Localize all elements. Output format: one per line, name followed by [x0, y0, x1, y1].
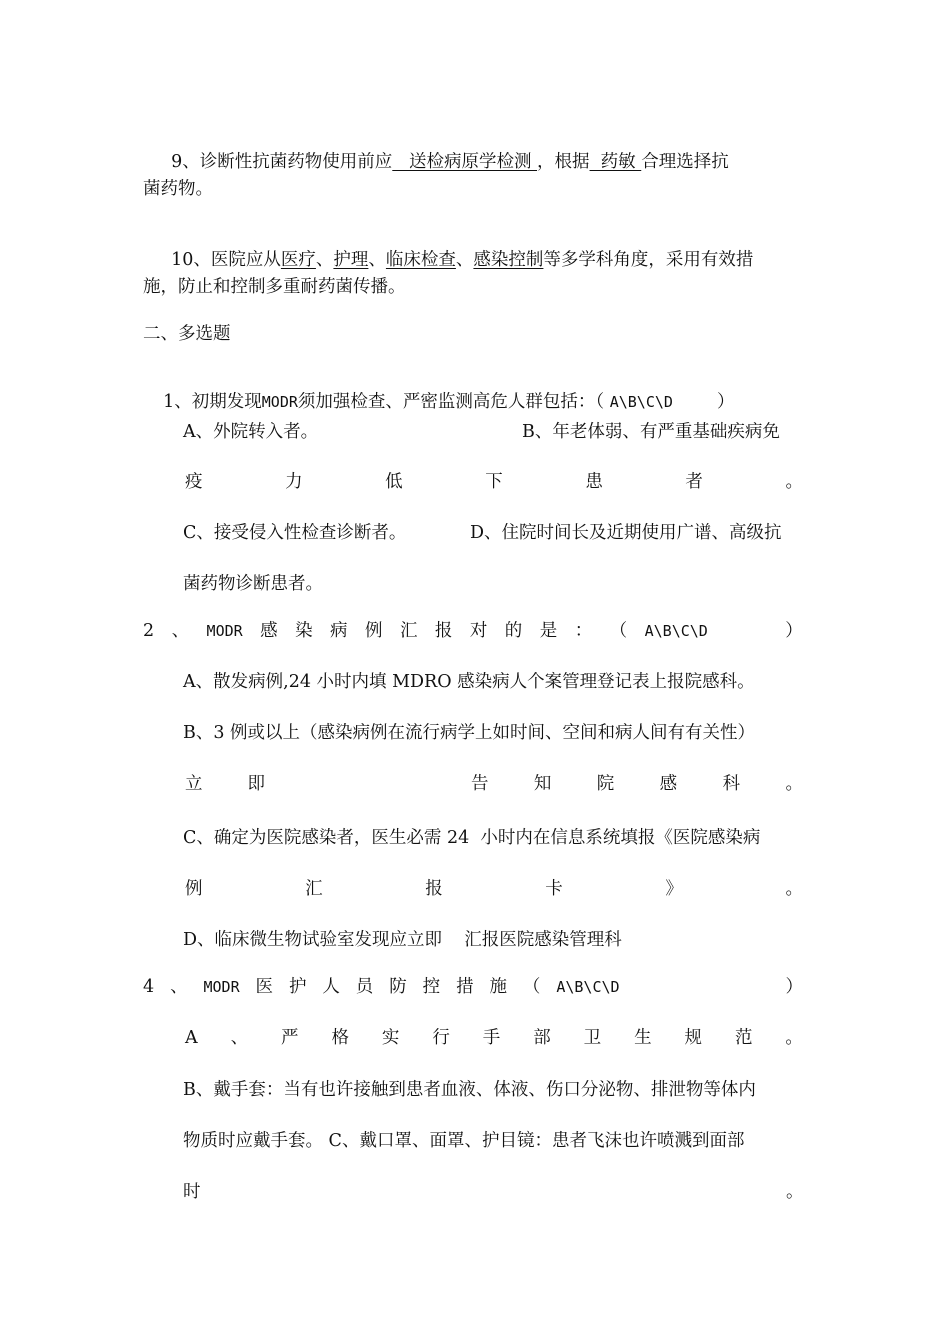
m4-option-b: B、戴手套：当有也许接触到患者血液、体液、伤口分泌物、排泄物等体内: [183, 1080, 756, 1100]
q10-sep-3: 、: [455, 250, 474, 270]
m1-b2-char: 者: [685, 472, 703, 492]
mc-question-1: [152, 366, 734, 414]
m4-stem-token: 、: [170, 977, 188, 997]
m1-b2-char: 患: [585, 472, 603, 492]
m1-option-b-line-2: [185, 470, 803, 494]
m4-stem-token: （: [522, 977, 541, 997]
q10-answer-4: 感染控制: [473, 250, 544, 270]
m4-option-b-line-2: 物质时应戴手套。 C、戴口罩、面罩、护目镜：患者飞沫也许喷溅到面部: [183, 1131, 745, 1151]
q10-text-a: 10、医院应从: [171, 250, 281, 270]
m4-a-char: 手: [482, 1028, 501, 1048]
m2-b2-char: 感: [659, 774, 678, 794]
m4-a-char: 格: [331, 1028, 349, 1048]
m4-a-char: 。: [785, 1028, 803, 1048]
q10-text-b: 等多学科角度，采用有效措: [543, 250, 754, 270]
m2-b2-char: 知: [533, 774, 552, 794]
m4-stem-token: ）: [785, 977, 803, 997]
m2-option-a: A、散发病例,24 小时内填 MDRO 感染病人个案管理登记表上报院感科。: [183, 672, 755, 692]
m4-a-char: 生: [634, 1028, 652, 1048]
m4-a-char: 范: [734, 1028, 753, 1048]
m4-a-char: 卫: [583, 1028, 602, 1048]
m1-option-b: B、年老体弱、有严重基础疾病免: [522, 422, 780, 442]
m4-a-char: A: [185, 1028, 198, 1048]
q9-text-b: ，根据: [537, 152, 590, 172]
q10-answer-2: 护理: [333, 250, 369, 270]
m2-option-b-line-2a: [185, 772, 265, 796]
mc-question-4: [143, 975, 803, 999]
m2-stem-token: 汇: [399, 621, 418, 641]
m4-stem-token: 施: [489, 977, 507, 997]
m1-close-paren: ）: [716, 392, 735, 412]
section-title-multiple-choice: 二、多选题: [143, 324, 231, 344]
q9-text-a: 9、诊断性抗菌药物使用前应: [171, 152, 393, 172]
q9-answer-blank-2: 药敏: [589, 152, 642, 172]
m2-b2-char: 院: [596, 774, 615, 794]
m2-b2-char: 科: [722, 774, 741, 794]
m1-option-c: C、接受侵入性检查诊断者。: [183, 523, 407, 543]
m1-option-d-line-2: 菌药物诊断患者。: [183, 574, 323, 594]
question-10: [160, 224, 753, 272]
m4-a-char: 规: [684, 1028, 703, 1048]
m2-stem-token: 例: [364, 621, 383, 641]
m4-stem-token: 防: [389, 977, 407, 997]
m2-stem-token: 染: [295, 621, 313, 641]
m1-stem-a: 1、初期发现: [163, 392, 262, 412]
m1-modr: MODR: [261, 393, 298, 411]
m2-stem-token: 感: [260, 621, 278, 641]
m4-stem-token: 控: [422, 977, 441, 997]
m4-stem-token: 措: [456, 977, 474, 997]
m2-option-d: D、临床微生物试验室发现应立即 汇报医院感染管理科: [183, 930, 622, 950]
m2-stem-token: 是: [539, 621, 558, 641]
m4-stem-token: 4: [143, 977, 155, 997]
m4-stem-token: 护: [288, 977, 307, 997]
m2-answer: A\B\C\D: [644, 622, 708, 640]
m2-c2-char: 。: [785, 879, 803, 899]
m2-stem-token: 对: [469, 621, 488, 641]
m2-option-c: C、确定为医院感染者，医生必需 24 小时内在信息系统填报《医院感染病: [183, 828, 761, 848]
m2-stem-token: ：: [574, 621, 593, 641]
m1-b2-char: 力: [285, 472, 303, 492]
m1-b2-char: 疫: [185, 472, 203, 492]
m4-option-a: [185, 1026, 803, 1050]
m2-c2-char: 》: [665, 879, 683, 899]
question-10-line-2: 施，防止和控制多重耐药菌传播。: [143, 277, 406, 297]
m4-option-c-line-3: 时: [183, 1182, 201, 1202]
m2-b2-char: 告: [471, 774, 489, 794]
m2-c2-char: 例: [185, 879, 203, 899]
m2-stem-token: MODR: [206, 622, 243, 640]
m1-b2-char: 低: [385, 472, 403, 492]
m4-a-char: 严: [281, 1028, 299, 1048]
m4-stem-token: 员: [355, 977, 374, 997]
m4-a-char: 、: [230, 1028, 249, 1048]
m4-stem-token: 医: [255, 977, 274, 997]
m2-stem-token: 的: [504, 621, 523, 641]
mc-question-2: [143, 619, 803, 643]
q9-text-c: 合理选择抗: [641, 152, 729, 172]
m1-option-a: A、外院转入者。: [183, 422, 319, 442]
m4-answer: A\B\C\D: [556, 978, 620, 996]
q10-answer-3: 临床检查: [385, 250, 456, 270]
m1-b2-char: 。: [785, 472, 803, 492]
m2-b2-char: 即: [247, 774, 265, 794]
m2-b2-char: 。: [785, 774, 803, 794]
m2-c2-char: 报: [425, 879, 443, 899]
m2-stem-token: ）: [785, 621, 803, 641]
m2-stem-token: 病: [330, 621, 348, 641]
question-9-line-2: 菌药物。: [143, 179, 213, 199]
m4-a-char: 行: [432, 1028, 450, 1048]
m4-a-char: 部: [533, 1028, 551, 1048]
m1-answer: A\B\C\D: [609, 393, 673, 411]
m1-stem-b: 须加强检查、严密监测高危人群包括：（: [297, 392, 610, 412]
m1-b2-char: 下: [485, 472, 503, 492]
m2-stem-token: 报: [434, 621, 453, 641]
q10-sep-2: 、: [368, 250, 386, 270]
m4-option-c-line-3-end: 。: [786, 1182, 804, 1202]
m4-a-char: 实: [381, 1028, 400, 1048]
m2-stem-token: （: [609, 621, 628, 641]
m2-option-c-line-2: [185, 877, 803, 901]
m4-stem-token: MODR: [203, 978, 240, 996]
q9-answer-blank-1: 送检病原学检测: [392, 152, 538, 172]
m4-stem-token: 人: [322, 977, 340, 997]
q10-answer-1: 医疗: [280, 250, 316, 270]
m2-option-b: B、3 例或以上（感染病例在流行病学上如时间、空间和病人间有有关性）: [183, 723, 756, 743]
m1-option-d: D、住院时间长及近期使用广谱、高级抗: [470, 523, 782, 543]
m2-c2-char: 卡: [545, 879, 563, 899]
question-9: [160, 126, 729, 174]
q10-sep-1: 、: [315, 250, 334, 270]
m2-stem-token: 、: [171, 621, 190, 641]
m2-stem-token: 2: [143, 621, 155, 641]
m2-c2-char: 汇: [305, 879, 323, 899]
m2-option-b-line-2b: [471, 772, 803, 796]
m2-b2-char: 立: [185, 774, 203, 794]
